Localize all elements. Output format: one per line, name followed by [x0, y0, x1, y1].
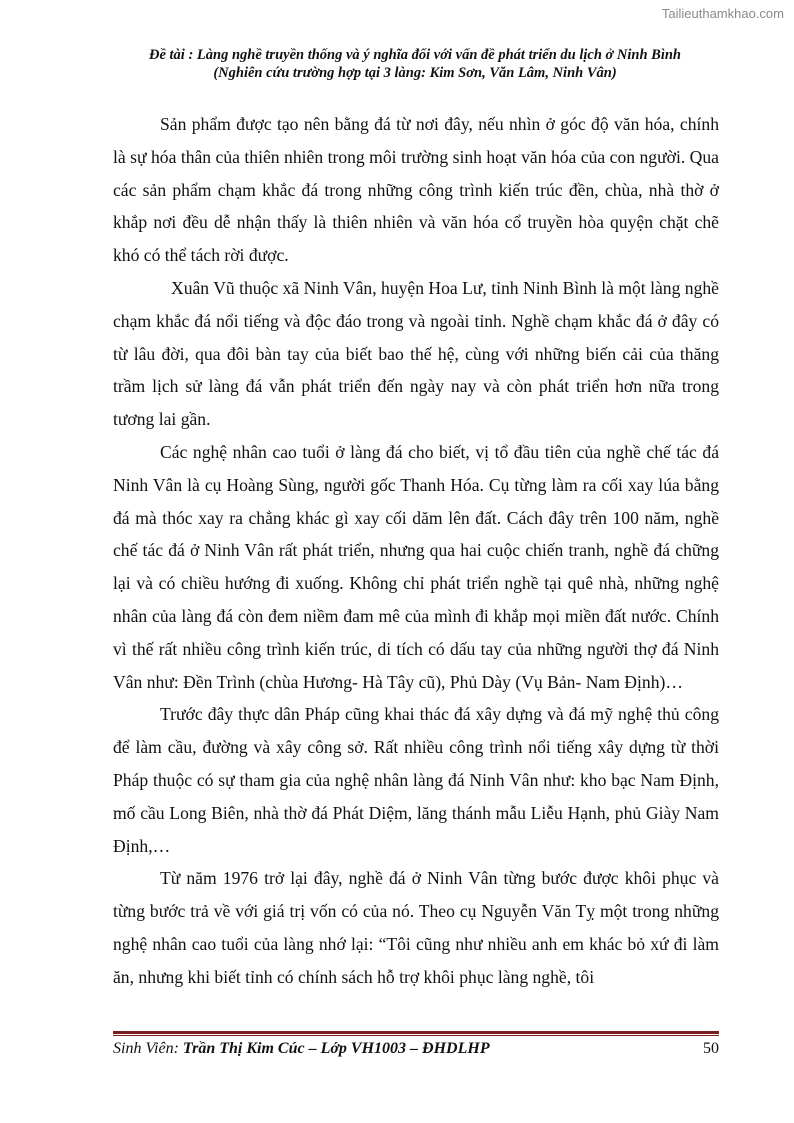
page-header	[110, 46, 720, 82]
header-subtitle: (Nghiên cứu trường hợp tại 3 làng: Kim Sơn, Văn Lâm, Ninh Vân)	[213, 65, 617, 81]
document-body	[113, 108, 719, 994]
footer-author-name: Trần Thị Kim Cúc – Lớp VH1003 – ĐHDLHP	[182, 1040, 490, 1057]
paragraph: Từ năm 1976 trở lại đây, nghề đá ở Ninh Vân từng bước được khôi phục và từng bước trả về với giá trị vốn có của nó. Theo cụ Nguyễn Văn Tỵ một trong những nghệ nhân cao tuổi của làng nhớ lại: “Tôi cũng như nhiều anh em khác bỏ xứ đi làm ăn, nhưng khi biết tỉnh có chính sách hỗ trợ khôi phục làng nghề, tôi	[113, 868, 719, 987]
watermark: Tailieuthamkhao.com	[661, 6, 784, 21]
footer-author	[113, 1040, 490, 1057]
page-footer	[113, 1040, 719, 1058]
page-number: 50	[703, 1040, 719, 1057]
header-title: Đề tài : Làng nghề truyền thống và ý nghĩa đối với vấn đề phát triển du lịch ở Ninh Bình	[149, 47, 681, 63]
paragraph: Trước đây thực dân Pháp cũng khai thác đá xây dựng và đá mỹ nghệ thủ công để làm cầu, đường và xây công sở. Rất nhiều công trình nổi tiếng xây dựng từ thời Pháp thuộc có sự tham gia của nghệ nhân làng đá Ninh Vân như: kho bạc Nam Định, mố cầu Long Biên, nhà thờ đá Phát Diệm, lăng thánh mẫu Liễu Hạnh, phủ Giày Nam Định,…	[113, 704, 719, 856]
paragraph: Sản phẩm được tạo nên bằng đá từ nơi đây, nếu nhìn ở góc độ văn hóa, chính là sự hóa thân của thiên nhiên trong môi trường sinh hoạt văn hóa của con người. Qua các sản phẩm chạm khắc đá trong những công trình kiến trúc đền, chùa, nhà thờ ở khắp nơi đều dễ nhận thấy là thiên nhiên và văn hóa cổ truyền hòa quyện chặt chẽ khó có thể tách rời được.	[113, 114, 719, 266]
footer-label: Sinh Viên:	[113, 1040, 183, 1057]
paragraph: Các nghệ nhân cao tuổi ở làng đá cho biết, vị tổ đầu tiên của nghề chế tác đá Ninh Vân là cụ Hoàng Sùng, người gốc Thanh Hóa. Cụ từng làm ra cối xay lúa bằng đá mà thóc xay ra chẳng khác gì xay cối dăm lên đất. Cách đây trên 100 năm, nghề chế tác đá ở Ninh Vân rất phát triển, nhưng qua hai cuộc chiến tranh, nghề đá chững lại và có chiều hướng đi xuống. Không chỉ phát triển nghề tại quê nhà, những nghệ nhân của làng đá còn đem niềm đam mê của mình đi khắp mọi miền đất nước. Chính vì thế rất nhiều công trình kiến trúc, di tích có dấu tay của những người thợ đá Ninh Vân như: Đền Trình (chùa Hương- Hà Tây cũ), Phủ Dày (Vụ Bản- Nam Định)…	[113, 441, 719, 692]
paragraph: Xuân Vũ thuộc xã Ninh Vân, huyện Hoa Lư, tỉnh Ninh Bình là một làng nghề chạm khắc đá nổi tiếng và độc đáo trong và ngoài tỉnh. Nghề chạm khắc đá ở đây có từ lâu đời, qua đôi bàn tay của biết bao thế hệ, cùng với những biến cải của thăng trầm lịch sử làng đá vẫn phát triển đến ngày nay và còn phát triển hơn nữa trong tương lai gần.	[113, 277, 719, 430]
footer-divider	[113, 1031, 719, 1036]
